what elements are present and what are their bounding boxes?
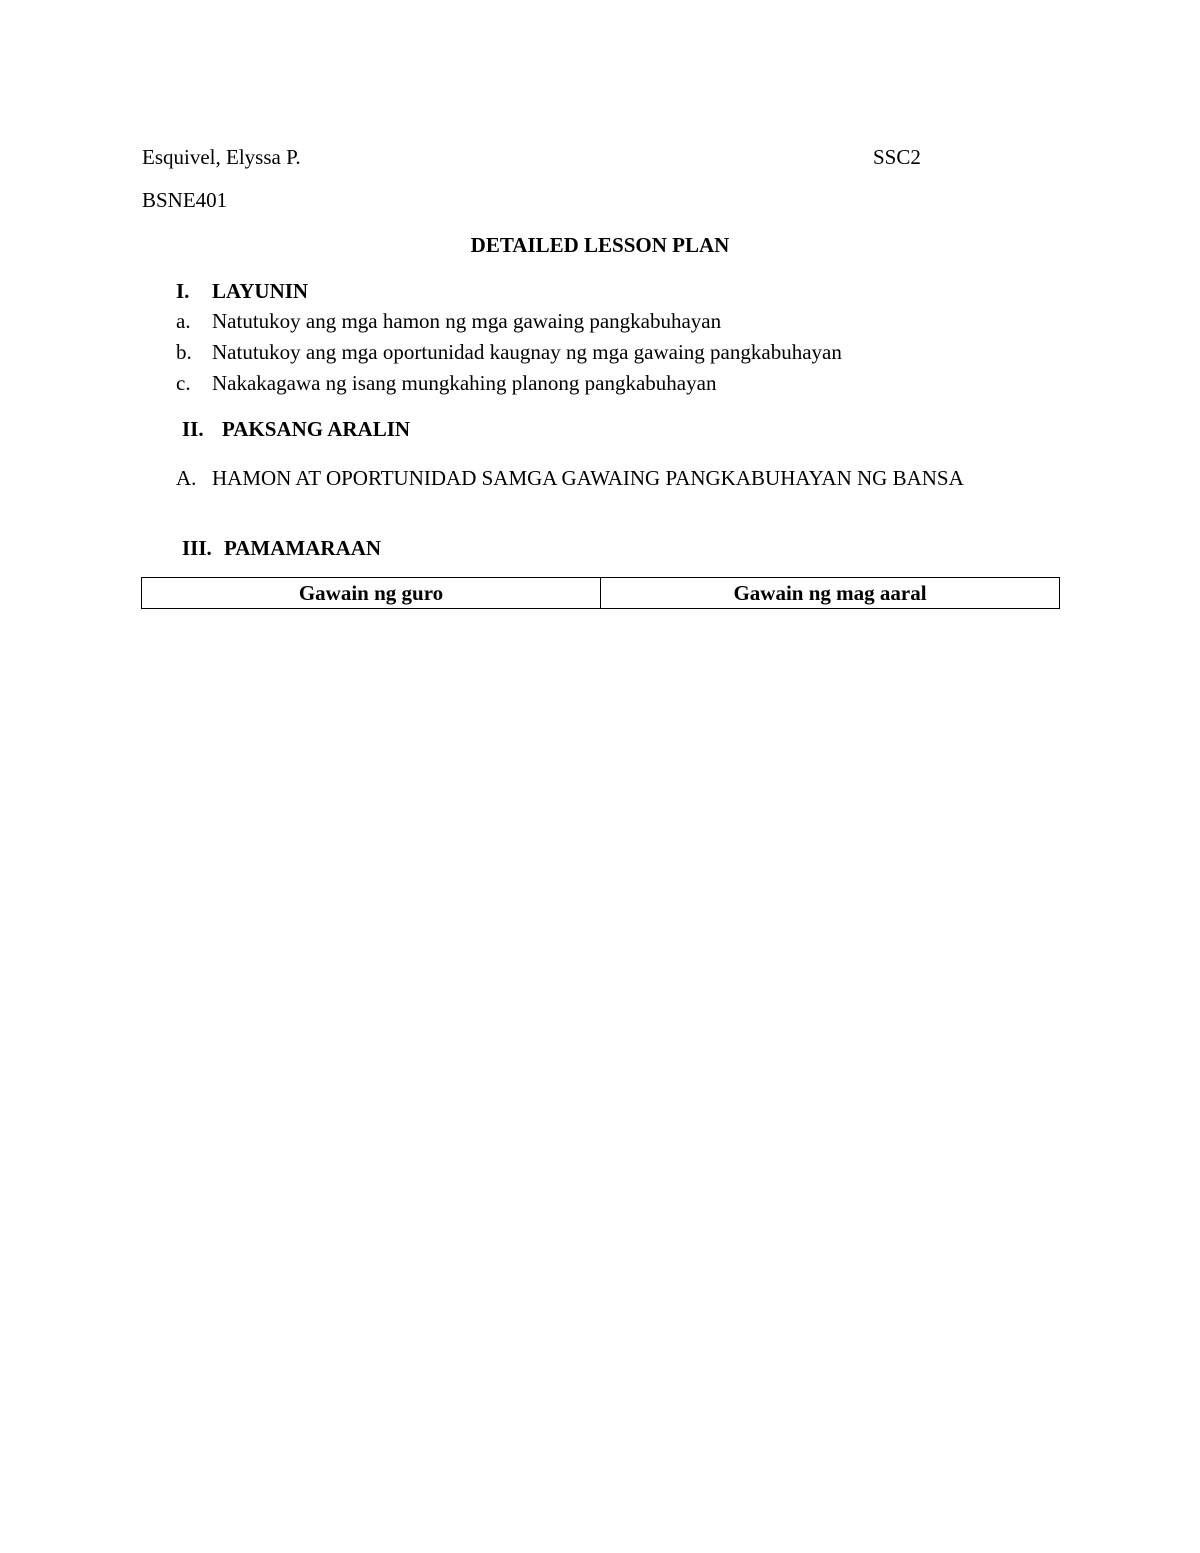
section-number: I.	[176, 279, 190, 303]
objective-text: Natutukoy ang mga hamon ng mga gawaing pangkabuhayan	[212, 309, 722, 333]
course-code: SSC2	[873, 145, 921, 169]
section-number: III.	[182, 536, 212, 560]
section-heading-layunin	[176, 281, 308, 302]
lesson-topic	[176, 464, 1006, 492]
objective-text: Nakakagawa ng isang mungkahing planong pangkabuhayan	[212, 371, 717, 395]
author-name: Esquivel, Elyssa P.	[142, 145, 301, 169]
objective-item	[176, 342, 842, 363]
section-code: BSNE401	[142, 188, 228, 212]
objective-marker: b.	[176, 340, 192, 364]
objective-text: Natutukoy ang mga oportunidad kaugnay ng mga gawaing pangkabuhayan	[212, 340, 842, 364]
objective-marker: c.	[176, 371, 191, 395]
objective-item	[176, 373, 716, 394]
section-heading-pamamaraan	[182, 538, 381, 559]
section-heading-text: PAMAMARAAN	[224, 536, 382, 560]
section-heading-text: PAKSANG ARALIN	[222, 417, 411, 441]
section-number: II.	[182, 417, 204, 441]
topic-text: HAMON AT OPORTUNIDAD SAMGA GAWAING PANGKABUHAYAN NG BANSA	[212, 466, 964, 490]
table-header-row	[142, 578, 1060, 609]
objective-item	[176, 311, 721, 332]
document-title: DETAILED LESSON PLAN	[470, 233, 730, 257]
teacher-activity-header: Gawain ng guro	[142, 578, 601, 609]
section-heading-text: LAYUNIN	[212, 279, 309, 303]
topic-marker: A.	[176, 466, 197, 490]
section-heading-paksang-aralin	[182, 419, 410, 440]
student-activity-header: Gawain ng mag aaral	[601, 578, 1060, 609]
objective-marker: a.	[176, 309, 191, 333]
procedure-table	[141, 577, 1060, 609]
